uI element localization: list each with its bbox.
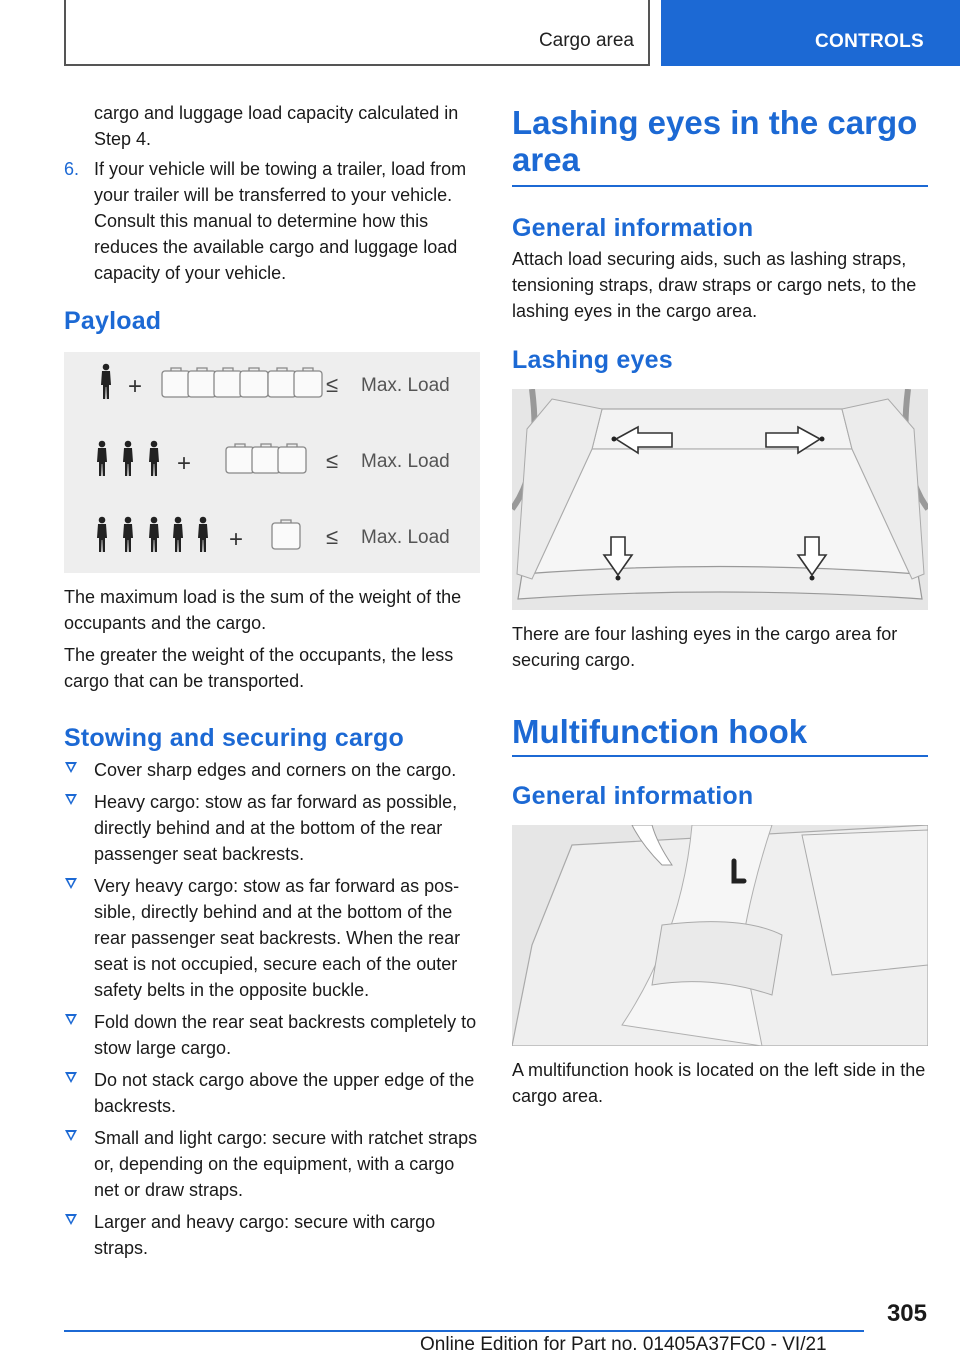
plus-1: +	[128, 373, 143, 400]
triangle-bullet-icon	[65, 1072, 77, 1083]
bullet-text: Do not stack cargo above the upper edge of the backrests.	[94, 1070, 475, 1116]
edition-text: Online Edition for Part no. 01405A37FC0 - VI/21	[420, 1334, 827, 1355]
page-number: 305	[886, 1300, 927, 1327]
max-load-2: Max. Load	[361, 451, 450, 472]
lashing-eyes-heading: Lashing eyes	[512, 346, 673, 374]
title-underline	[512, 755, 928, 757]
max-load-paragraph: The maximum load is the sum of the weight of the occupants and the cargo.	[64, 587, 462, 633]
max-load-labels	[361, 375, 450, 548]
greater-weight-paragraph: The greater the weight of the occupants, the less cargo that can be transported.	[64, 645, 454, 691]
bullet-item	[64, 757, 480, 783]
header-box	[64, 0, 650, 66]
item-text: If your vehicle will be towing a trailer, load from your trailer will be transferred to your vehicle. Consult this manual to determine how this reduces the available cargo and luggage load capacity of your vehicle.	[94, 159, 467, 283]
left-column	[64, 100, 480, 1261]
bullet-text: Very heavy cargo: stow as far forward as possible, directly behind and at the bottom of the rear passenger seat backrests. When the rear seat is not occupied, secure each of the outer safety belts in the opposite buckle.	[94, 876, 461, 1000]
triangle-bullet-icon	[65, 1014, 77, 1025]
triangle-bullet-icon	[65, 878, 77, 889]
bullet-text: Fold down the rear seat backrests completely to stow large cargo.	[94, 1012, 477, 1058]
multifunction-hook-figure	[512, 825, 928, 1046]
bullet-text: Small and light cargo: secure with ratchet straps or, depending on the equipment, with a cargo net or draw straps.	[94, 1128, 478, 1200]
lashing-eyes-title: Lashing eyes in the cargo area	[512, 104, 918, 178]
bullet-item	[64, 789, 480, 867]
payload-diagram	[64, 352, 480, 573]
section-title: Cargo area	[538, 30, 634, 51]
continued-step-text: cargo and luggage load capacity calculated in Step 4.	[94, 103, 459, 149]
plus-3: +	[229, 526, 244, 553]
row-3-cargo	[272, 520, 300, 549]
bullet-item	[64, 1125, 480, 1203]
payload-figure	[64, 352, 480, 573]
hook-caption: A multifunction hook is located on the left side in the cargo area.	[512, 1060, 926, 1106]
bullet-text: Cover sharp edges and corners on the cargo.	[94, 760, 457, 780]
bullet-text: Larger and heavy cargo: secure with cargo straps.	[94, 1212, 436, 1258]
less-equal-signs	[326, 372, 338, 549]
le-1: ≤	[326, 372, 339, 397]
le-2: ≤	[326, 448, 339, 473]
row-1-occupants	[101, 364, 111, 399]
triangle-bullet-icon	[65, 794, 77, 805]
cargo-area-illustration	[512, 389, 928, 610]
max-load-1: Max. Load	[361, 375, 450, 396]
triangle-bullet-icon	[65, 1214, 77, 1225]
bullet-text: Heavy cargo: stow as far forward as possible, directly behind and at the bottom of the rear passenger seat backrests.	[94, 792, 458, 864]
row-2-occupants	[97, 441, 159, 476]
controls-tab[interactable]	[661, 0, 960, 66]
bullet-item	[64, 1067, 480, 1119]
row-2-cargo	[226, 444, 306, 473]
triangle-bullet-icon	[65, 1130, 77, 1141]
stowing-heading: Stowing and securing cargo	[64, 724, 404, 752]
hook-illustration	[512, 825, 928, 1046]
plus-2: +	[177, 450, 192, 477]
general-info-heading-2: General information	[512, 782, 754, 810]
payload-heading: Payload	[64, 307, 162, 335]
lashing-eyes-caption: There are four lashing eyes in the cargo area for securing cargo.	[512, 624, 898, 670]
controls-tab-label: CONTROLS	[815, 31, 925, 52]
bullet-item	[64, 1209, 480, 1261]
row-3-occupants	[97, 517, 208, 552]
title-underline	[512, 185, 928, 187]
general-info-text: Attach load securing aids, such as lashing straps, tensioning straps, draw straps or cargo nets, to the lashing eyes in the cargo area.	[512, 249, 917, 321]
bullet-item	[64, 873, 480, 1003]
row-1-cargo	[162, 368, 322, 397]
numbered-item-6	[64, 156, 480, 286]
footer-rule	[64, 1330, 864, 1332]
bullet-item	[64, 1009, 480, 1061]
le-3: ≤	[326, 524, 339, 549]
stowing-bullet-list	[64, 757, 480, 1261]
multifunction-hook-title: Multifunction hook	[512, 713, 808, 750]
max-load-3: Max. Load	[361, 527, 450, 548]
lashing-eyes-figure	[512, 389, 928, 610]
item-number: 6.	[64, 159, 80, 179]
general-info-heading: General information	[512, 214, 754, 242]
right-column	[512, 100, 928, 1109]
triangle-bullet-icon	[65, 762, 77, 773]
